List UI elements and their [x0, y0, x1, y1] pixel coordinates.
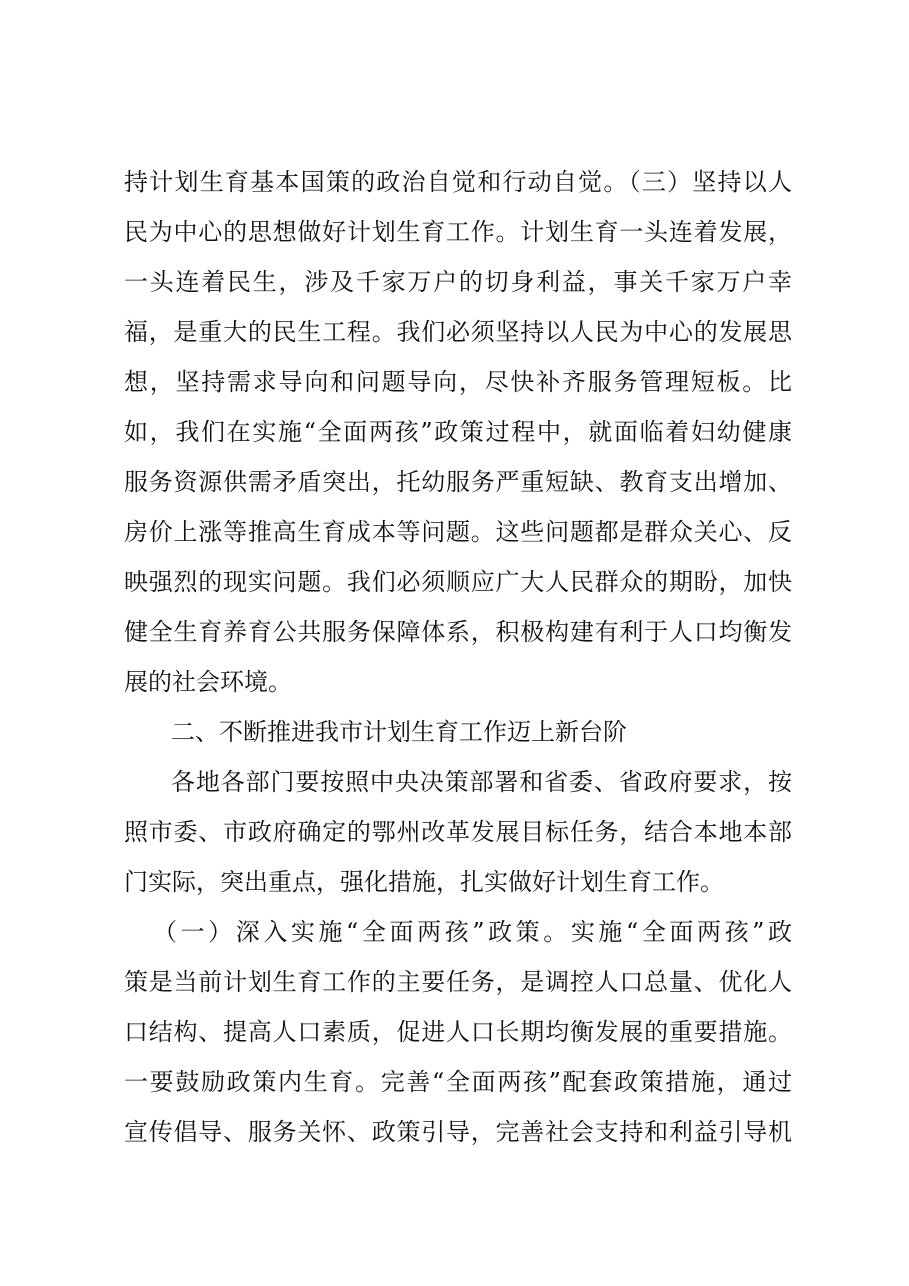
paragraph-line: 一要鼓励政策内生育。完善“全面两孩”配套政策措施，通过: [124, 1068, 792, 1096]
subsection-heading-line: （一）深入实施“全面两孩”政策。实施“全面两孩”政: [153, 918, 792, 946]
paragraph-line: 宣传倡导、服务关怀、政策引导，完善社会支持和利益引导机: [124, 1118, 792, 1146]
paragraph-line: 展的社会环境。: [124, 668, 292, 696]
paragraph-line: 策是当前计划生育工作的主要任务，是调控人口总量、优化人: [124, 968, 792, 996]
paragraph-line: 健全生育养育公共服务保障体系，积极构建有利于人口均衡发: [124, 618, 792, 646]
paragraph-line: 服务资源供需矛盾突出，托幼服务严重短缺、教育支出增加、: [124, 468, 792, 496]
paragraph-line: 口结构、提高人口素质，促进人口长期均衡发展的重要措施。: [124, 1018, 792, 1046]
paragraph-line: 一头连着民生，涉及千家万户的切身利益，事关千家万户幸: [124, 268, 792, 296]
paragraph-line: 民为中心的思想做好计划生育工作。计划生育一头连着发展，: [124, 218, 792, 246]
paragraph-line: 映强烈的现实问题。我们必须顺应广大人民群众的期盼，加快: [124, 568, 792, 596]
paragraph-line: 如，我们在实施“全面两孩”政策过程中，就面临着妇幼健康: [124, 418, 792, 446]
paragraph-line: 持计划生育基本国策的政治自觉和行动自觉。（三）坚持以人: [124, 168, 792, 196]
paragraph-line: 想，坚持需求导向和问题导向，尽快补齐服务管理短板。比: [124, 368, 792, 396]
section-heading: 二、不断推进我市计划生育工作迈上新台阶: [171, 718, 627, 746]
paragraph-line: 照市委、市政府确定的鄂州改革发展目标任务，结合本地本部: [124, 818, 792, 846]
paragraph-line: 各地各部门要按照中央决策部署和省委、省政府要求，按: [171, 768, 792, 796]
paragraph-line: 福，是重大的民生工程。我们必须坚持以人民为中心的发展思: [124, 318, 792, 346]
paragraph-line: 门实际，突出重点，强化措施，扎实做好计划生育工作。: [124, 868, 724, 896]
paragraph-line: 房价上涨等推高生育成本等问题。这些问题都是群众关心、反: [124, 518, 792, 546]
